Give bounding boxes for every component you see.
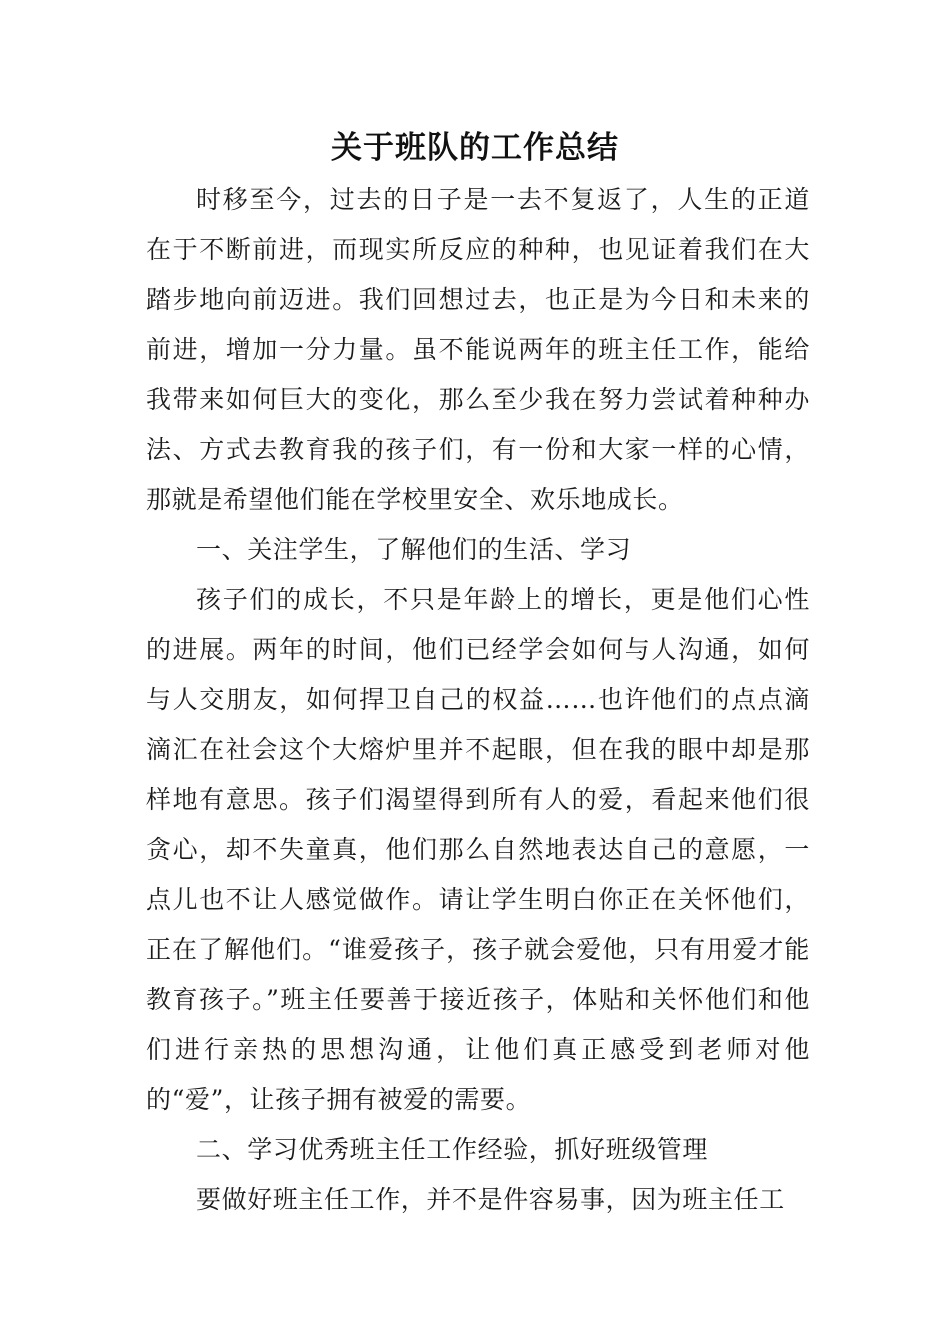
- document-body: [146, 175, 810, 1225]
- section-heading-1: 一、关注学生，了解他们的生活、学习: [196, 535, 632, 564]
- paragraph-section-2: 要做好班主任工作，并不是件容易事，因为班主任工: [196, 1185, 785, 1214]
- paragraph-section-1: 孩子们的成长，不只是年龄上的增长，更是他们心性的进展。两年的时间，他们已经学会如何与人沟通，如何与人交朋友，如何捍卫自己的权益……也许他们的点点滴滴汇在社会这个大熔炉里并不起眼，但在我的眼中却是那样地有意思。孩子们渴望得到所有人的爱，看起来他们很贪心，却不失童真，他们那么自然地表达自己的意愿，一点儿也不让人感觉做作。请让学生明白你正在关怀他们，正在了解他们。“谁爱孩子，孩子就会爱他，只有用爱才能教育孩子。”班主任要善于接近孩子，体贴和关怀他们和他们进行亲热的思想沟通，让他们真正感受到老师对他的“爱”，让孩子拥有被爱的需要。: [146, 585, 810, 1114]
- paragraph-intro: 时移至今，过去的日子是一去不复返了，人生的正道在于不断前进，而现实所反应的种种，也见证着我们在大踏步地向前迈进。我们回想过去，也正是为今日和未来的前进，增加一分力量。虽不能说两年的班主任工作，能给我带来如何巨大的变化，那么至少我在努力尝试着种种办法、方式去教育我的孩子们，有一份和大家一样的心情，那就是希望他们能在学校里安全、欢乐地成长。: [146, 185, 810, 514]
- section-heading-2: 二、学习优秀班主任工作经验，抓好班级管理: [196, 1135, 709, 1164]
- document-title: 关于班队的工作总结: [331, 130, 619, 166]
